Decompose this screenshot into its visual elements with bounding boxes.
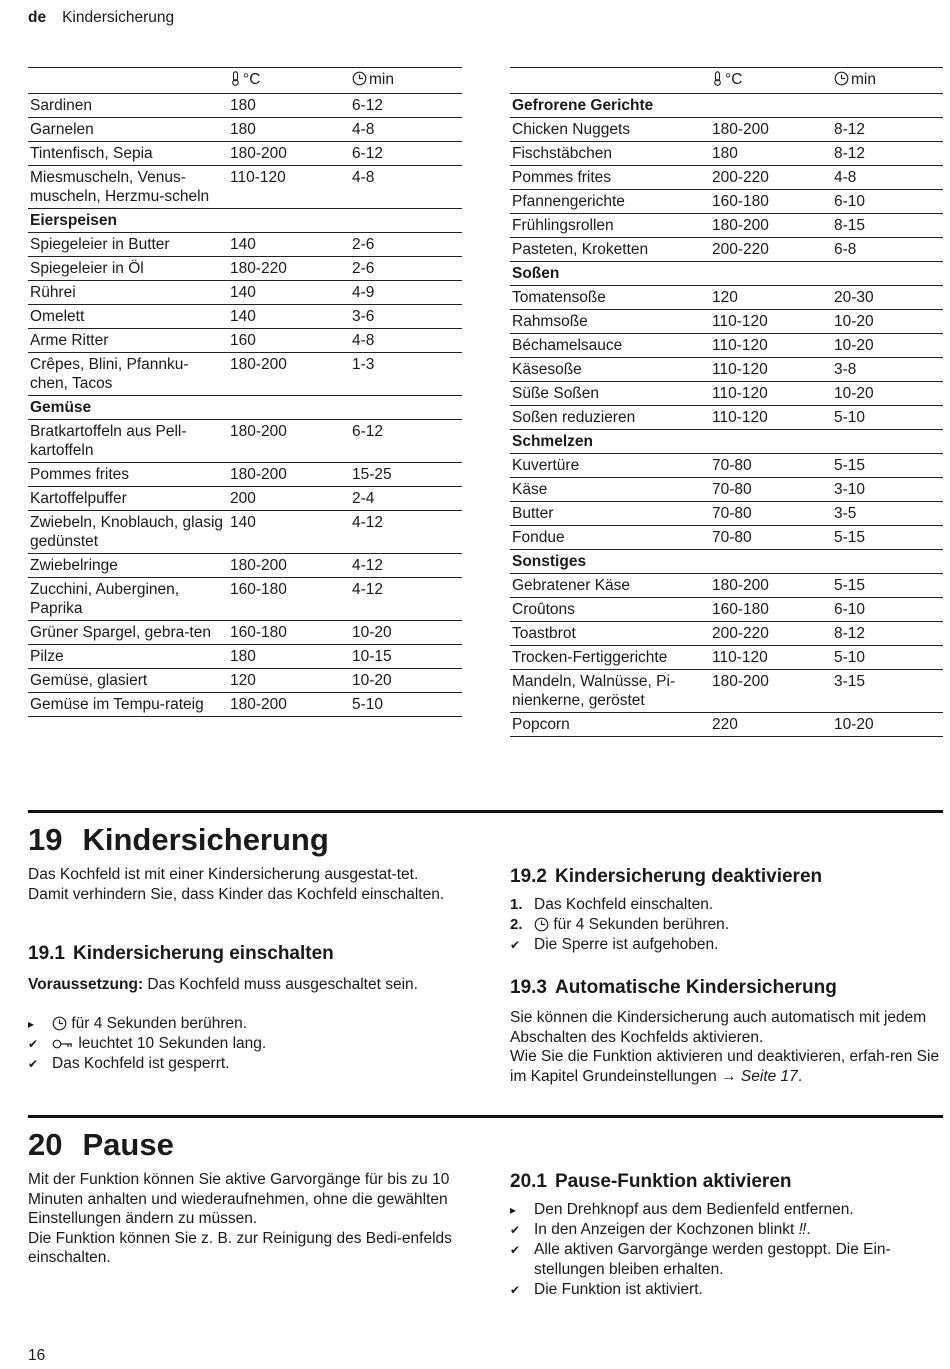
temperature: 160-180 bbox=[710, 598, 832, 622]
temperature: 200 bbox=[228, 487, 350, 511]
temperature: 180-200 bbox=[228, 463, 350, 487]
food-name: Rahmsoße bbox=[510, 310, 710, 334]
table-row bbox=[28, 353, 462, 396]
list-item: ✔ Das Kochfeld ist gesperrt. bbox=[28, 1055, 230, 1072]
duration: 3-8 bbox=[832, 358, 943, 382]
table-row bbox=[28, 693, 462, 717]
food-name: Soßen reduzieren bbox=[510, 406, 710, 430]
list-item: ▸ für 4 Sekunden berühren. bbox=[28, 1015, 248, 1032]
section-label: Eierspeisen bbox=[28, 209, 462, 233]
section-20-intro: Mit der Funktion können Sie aktive Garvorgänge für bis zu 10 Minuten anhalten und wiederaufnehmen, ohne die gewählten Einstellungen ändern zu müssen. Die Funktion können Sie z. B. zur Reinigung des Bedi-enfelds einschalten. bbox=[28, 1171, 452, 1266]
table-section-row bbox=[28, 209, 462, 233]
section-20-1-heading: 20.1 Pause-Funktion aktivieren bbox=[510, 1171, 792, 1192]
food-name: Fischstäbchen bbox=[510, 142, 710, 166]
duration: 4-12 bbox=[350, 511, 462, 554]
food-name: Spiegeleier in Öl bbox=[28, 257, 228, 281]
food-name: Arme Ritter bbox=[28, 329, 228, 353]
table-row bbox=[28, 621, 462, 645]
table-section-row bbox=[510, 94, 943, 118]
section-label: Soßen bbox=[510, 262, 943, 286]
duration: 4-8 bbox=[350, 166, 462, 209]
food-name: Trocken-Fertiggerichte bbox=[510, 646, 710, 670]
food-name: Sardinen bbox=[28, 94, 228, 118]
temperature: 110-120 bbox=[710, 382, 832, 406]
section-label: Schmelzen bbox=[510, 430, 943, 454]
duration: 5-10 bbox=[350, 693, 462, 717]
duration: 3-15 bbox=[832, 670, 943, 713]
table-row bbox=[510, 713, 943, 737]
temperature: 180 bbox=[228, 118, 350, 142]
table-row bbox=[28, 669, 462, 693]
temperature: 70-80 bbox=[710, 478, 832, 502]
duration: 1-3 bbox=[350, 353, 462, 396]
table-row bbox=[510, 502, 943, 526]
temperature: 180-220 bbox=[228, 257, 350, 281]
temperature: 110-120 bbox=[710, 406, 832, 430]
food-name: Rührei bbox=[28, 281, 228, 305]
temperature: 140 bbox=[228, 305, 350, 329]
table-row bbox=[510, 310, 943, 334]
temperature: 120 bbox=[710, 286, 832, 310]
table-row bbox=[28, 511, 462, 554]
food-name: Pfannengerichte bbox=[510, 190, 710, 214]
table-row bbox=[28, 578, 462, 621]
duration: 3-10 bbox=[832, 478, 943, 502]
duration: 10-15 bbox=[350, 645, 462, 669]
temperature: 110-120 bbox=[710, 358, 832, 382]
arrow-right-icon: → bbox=[721, 1067, 737, 1085]
table-row bbox=[510, 478, 943, 502]
temperature: 110-120 bbox=[228, 166, 350, 209]
table-row bbox=[28, 329, 462, 353]
food-name: Zucchini, Auberginen, Paprika bbox=[28, 578, 228, 621]
temperature: 70-80 bbox=[710, 526, 832, 550]
arrow-bullet-icon: ▸ bbox=[510, 1203, 517, 1217]
arrow-bullet-icon: ▸ bbox=[28, 1017, 35, 1031]
temp-column-header: °C bbox=[228, 68, 350, 94]
duration: 3-6 bbox=[350, 305, 462, 329]
checkmark-icon: ✔ bbox=[510, 1283, 521, 1297]
temperature: 220 bbox=[710, 713, 832, 737]
table-row bbox=[510, 358, 943, 382]
food-name: Grüner Spargel, gebra-ten bbox=[28, 621, 228, 645]
temperature: 180 bbox=[228, 94, 350, 118]
temperature: 180 bbox=[710, 142, 832, 166]
precondition: Voraussetzung: Das Kochfeld muss ausgeschaltet sein. bbox=[28, 976, 418, 993]
temperature: 180 bbox=[228, 645, 350, 669]
section-label: Sonstiges bbox=[510, 550, 943, 574]
food-name: Kuvertüre bbox=[510, 454, 710, 478]
food-name: Tomatensoße bbox=[510, 286, 710, 310]
temperature: 160-180 bbox=[228, 578, 350, 621]
temperature: 180-200 bbox=[228, 693, 350, 717]
list-item: ✔ Alle aktiven Garvorgänge werden gestoppt. Die Ein-stellungen bleiben erhalten. bbox=[510, 1241, 891, 1278]
language-code: de bbox=[28, 9, 47, 26]
duration: 4-9 bbox=[350, 281, 462, 305]
duration: 8-12 bbox=[832, 622, 943, 646]
food-name: Pasteten, Kroketten bbox=[510, 238, 710, 262]
table-row bbox=[510, 454, 943, 478]
duration: 6-12 bbox=[350, 94, 462, 118]
duration: 8-12 bbox=[832, 142, 943, 166]
duration: 6-10 bbox=[832, 190, 943, 214]
clock-icon bbox=[834, 71, 849, 86]
temperature: 140 bbox=[228, 281, 350, 305]
table-row bbox=[510, 646, 943, 670]
table-section-row bbox=[28, 396, 462, 420]
section-19-2-steps bbox=[510, 895, 940, 955]
temperature: 200-220 bbox=[710, 166, 832, 190]
section-label: Gemüse bbox=[28, 396, 462, 420]
temperature: 200-220 bbox=[710, 622, 832, 646]
food-name: Pilze bbox=[28, 645, 228, 669]
food-name: Spiegeleier in Butter bbox=[28, 233, 228, 257]
food-name: Gemüse im Tempu-rateig bbox=[28, 693, 228, 717]
temperature: 180-200 bbox=[228, 142, 350, 166]
list-item: ▸ Den Drehknopf aus dem Bedienfeld entfernen. bbox=[510, 1201, 854, 1218]
temperature: 110-120 bbox=[710, 646, 832, 670]
temperature: 200-220 bbox=[710, 238, 832, 262]
list-item: ✔ In den Anzeigen der Kochzonen blinkt ‼. bbox=[510, 1221, 811, 1238]
duration: 10-20 bbox=[832, 310, 943, 334]
temperature: 110-120 bbox=[710, 334, 832, 358]
table-row bbox=[510, 238, 943, 262]
duration: 3-5 bbox=[832, 502, 943, 526]
table-row bbox=[28, 281, 462, 305]
duration: 10-20 bbox=[832, 334, 943, 358]
duration: 10-20 bbox=[832, 382, 943, 406]
temperature: 140 bbox=[228, 511, 350, 554]
food-name: Pommes frites bbox=[510, 166, 710, 190]
temperature: 180-200 bbox=[710, 214, 832, 238]
clock-icon bbox=[52, 1016, 67, 1031]
temp-column-header: °C bbox=[710, 68, 832, 94]
duration: 4-8 bbox=[832, 166, 943, 190]
section-19-intro: Das Kochfeld ist mit einer Kindersicherung ausgestat-tet. Damit verhindern Sie, dass Kinder das Kochfeld einschalten. bbox=[28, 866, 445, 903]
table-row bbox=[510, 118, 943, 142]
duration: 20-30 bbox=[832, 286, 943, 310]
section-label: Gefrorene Gerichte bbox=[510, 94, 943, 118]
table-row bbox=[510, 334, 943, 358]
table-row bbox=[510, 406, 943, 430]
food-name: Bratkartoffeln aus Pell-kartoffeln bbox=[28, 420, 228, 463]
food-name: Gebratener Käse bbox=[510, 574, 710, 598]
section-19-2-heading: 19.2 Kindersicherung deaktivieren bbox=[510, 866, 823, 887]
food-name: Mandeln, Walnüsse, Pi-nienkerne, geröstet bbox=[510, 670, 710, 713]
temperature: 160 bbox=[228, 329, 350, 353]
section-19-heading: 19 Kindersicherung bbox=[28, 810, 943, 859]
food-name: Chicken Nuggets bbox=[510, 118, 710, 142]
duration: 8-12 bbox=[832, 118, 943, 142]
food-name: Béchamelsauce bbox=[510, 334, 710, 358]
temperature: 180-200 bbox=[228, 353, 350, 396]
page-number: 16 bbox=[28, 1347, 46, 1364]
thermometer-icon bbox=[230, 71, 241, 86]
table-row bbox=[28, 142, 462, 166]
table-row bbox=[510, 286, 943, 310]
duration: 10-20 bbox=[832, 713, 943, 737]
table-row bbox=[28, 463, 462, 487]
checkmark-icon: ✔ bbox=[28, 1037, 39, 1051]
table-row bbox=[28, 645, 462, 669]
duration: 6-12 bbox=[350, 420, 462, 463]
duration: 2-6 bbox=[350, 233, 462, 257]
table-row bbox=[510, 670, 943, 713]
table-row bbox=[510, 598, 943, 622]
duration: 5-10 bbox=[832, 646, 943, 670]
food-name: Croûtons bbox=[510, 598, 710, 622]
table-row bbox=[28, 487, 462, 511]
food-name: Pommes frites bbox=[28, 463, 228, 487]
table-row bbox=[510, 190, 943, 214]
duration: 2-4 bbox=[350, 487, 462, 511]
duration: 5-15 bbox=[832, 574, 943, 598]
duration: 4-8 bbox=[350, 329, 462, 353]
food-name: Kartoffelpuffer bbox=[28, 487, 228, 511]
section-20-1-steps bbox=[510, 1200, 942, 1300]
table-row bbox=[28, 118, 462, 142]
list-item: ✔ Die Sperre ist aufgehoben. bbox=[510, 936, 719, 953]
checkmark-icon: ✔ bbox=[510, 938, 521, 952]
temperature: 160-180 bbox=[228, 621, 350, 645]
section-19-3-heading: 19.3 Automatische Kindersicherung bbox=[510, 977, 837, 998]
table-section-row bbox=[510, 550, 943, 574]
food-name: Crêpes, Blini, Pfannku-chen, Tacos bbox=[28, 353, 228, 396]
table-row bbox=[510, 526, 943, 550]
table-row bbox=[28, 305, 462, 329]
food-name: Käsesoße bbox=[510, 358, 710, 382]
checkmark-icon: ✔ bbox=[28, 1057, 39, 1071]
table-row bbox=[510, 622, 943, 646]
time-column-header: min bbox=[350, 68, 462, 94]
food-name: Omelett bbox=[28, 305, 228, 329]
food-name: Butter bbox=[510, 502, 710, 526]
food-name: Gemüse, glasiert bbox=[28, 669, 228, 693]
food-name: Süße Soßen bbox=[510, 382, 710, 406]
table-row bbox=[28, 233, 462, 257]
table-section-row bbox=[510, 430, 943, 454]
table-row bbox=[28, 94, 462, 118]
checkmark-icon: ✔ bbox=[510, 1223, 521, 1237]
section-19-1-steps bbox=[28, 1014, 458, 1074]
food-name: Zwiebeln, Knoblauch, glasig gedünstet bbox=[28, 511, 228, 554]
table-row bbox=[28, 420, 462, 463]
time-column-header: min bbox=[832, 68, 943, 94]
duration: 15-25 bbox=[350, 463, 462, 487]
food-name: Popcorn bbox=[510, 713, 710, 737]
duration: 6-12 bbox=[350, 142, 462, 166]
temperature: 70-80 bbox=[710, 454, 832, 478]
temperature: 160-180 bbox=[710, 190, 832, 214]
section-19-1-heading: 19.1 Kindersicherung einschalten bbox=[28, 943, 334, 964]
table-row bbox=[28, 166, 462, 209]
temperature: 120 bbox=[228, 669, 350, 693]
temperature: 140 bbox=[228, 233, 350, 257]
duration: 4-8 bbox=[350, 118, 462, 142]
list-item: 1. Das Kochfeld einschalten. bbox=[510, 896, 714, 913]
key-icon bbox=[52, 1037, 74, 1051]
table-row bbox=[510, 142, 943, 166]
duration: 8-15 bbox=[832, 214, 943, 238]
food-name: Garnelen bbox=[28, 118, 228, 142]
thermometer-icon bbox=[712, 71, 723, 86]
table-row bbox=[510, 214, 943, 238]
clock-icon bbox=[352, 71, 367, 86]
food-name: Tintenfisch, Sepia bbox=[28, 142, 228, 166]
table-row bbox=[28, 554, 462, 578]
duration: 5-15 bbox=[832, 454, 943, 478]
food-name: Toastbrot bbox=[510, 622, 710, 646]
section-20-heading: 20 Pause bbox=[28, 1115, 943, 1164]
left-cooking-table bbox=[28, 67, 462, 717]
header-title: Kindersicherung bbox=[62, 9, 175, 26]
pause-symbol: ‼ bbox=[798, 1221, 807, 1238]
table-row bbox=[510, 382, 943, 406]
food-name: Miesmuscheln, Venus-muscheln, Herzmu-scheln bbox=[28, 166, 228, 209]
food-name: Fondue bbox=[510, 526, 710, 550]
table-row bbox=[510, 166, 943, 190]
table-row bbox=[510, 574, 943, 598]
temperature: 180-200 bbox=[228, 554, 350, 578]
clock-icon bbox=[534, 917, 549, 932]
page-header bbox=[28, 9, 174, 28]
duration: 10-20 bbox=[350, 669, 462, 693]
temperature: 70-80 bbox=[710, 502, 832, 526]
right-cooking-table bbox=[510, 67, 943, 737]
list-item: ✔ leuchtet 10 Sekunden lang. bbox=[28, 1035, 267, 1052]
page-reference-link[interactable]: Seite 17 bbox=[740, 1067, 798, 1085]
section-19-3-text: Sie können die Kindersicherung auch automatisch mit jedem Abschalten des Kochfelds aktivieren. Wie Sie die Funktion aktivieren und deaktivieren, erfah-ren Sie im Kapitel Grundeinstellungen → Seite 17. bbox=[510, 1009, 940, 1085]
table-section-row bbox=[510, 262, 943, 286]
food-name: Käse bbox=[510, 478, 710, 502]
list-item: ✔ Die Funktion ist aktiviert. bbox=[510, 1281, 703, 1298]
temperature: 180-200 bbox=[710, 574, 832, 598]
temperature: 180-200 bbox=[710, 670, 832, 713]
duration: 4-12 bbox=[350, 578, 462, 621]
table-row bbox=[28, 257, 462, 281]
duration: 10-20 bbox=[350, 621, 462, 645]
temperature: 110-120 bbox=[710, 310, 832, 334]
food-name: Frühlingsrollen bbox=[510, 214, 710, 238]
list-item: 2. für 4 Sekunden berühren. bbox=[510, 916, 730, 933]
duration: 6-8 bbox=[832, 238, 943, 262]
duration: 6-10 bbox=[832, 598, 943, 622]
food-name: Zwiebelringe bbox=[28, 554, 228, 578]
checkmark-icon: ✔ bbox=[510, 1243, 521, 1257]
temperature: 180-200 bbox=[710, 118, 832, 142]
duration: 4-12 bbox=[350, 554, 462, 578]
duration: 2-6 bbox=[350, 257, 462, 281]
temperature: 180-200 bbox=[228, 420, 350, 463]
duration: 5-10 bbox=[832, 406, 943, 430]
duration: 5-15 bbox=[832, 526, 943, 550]
